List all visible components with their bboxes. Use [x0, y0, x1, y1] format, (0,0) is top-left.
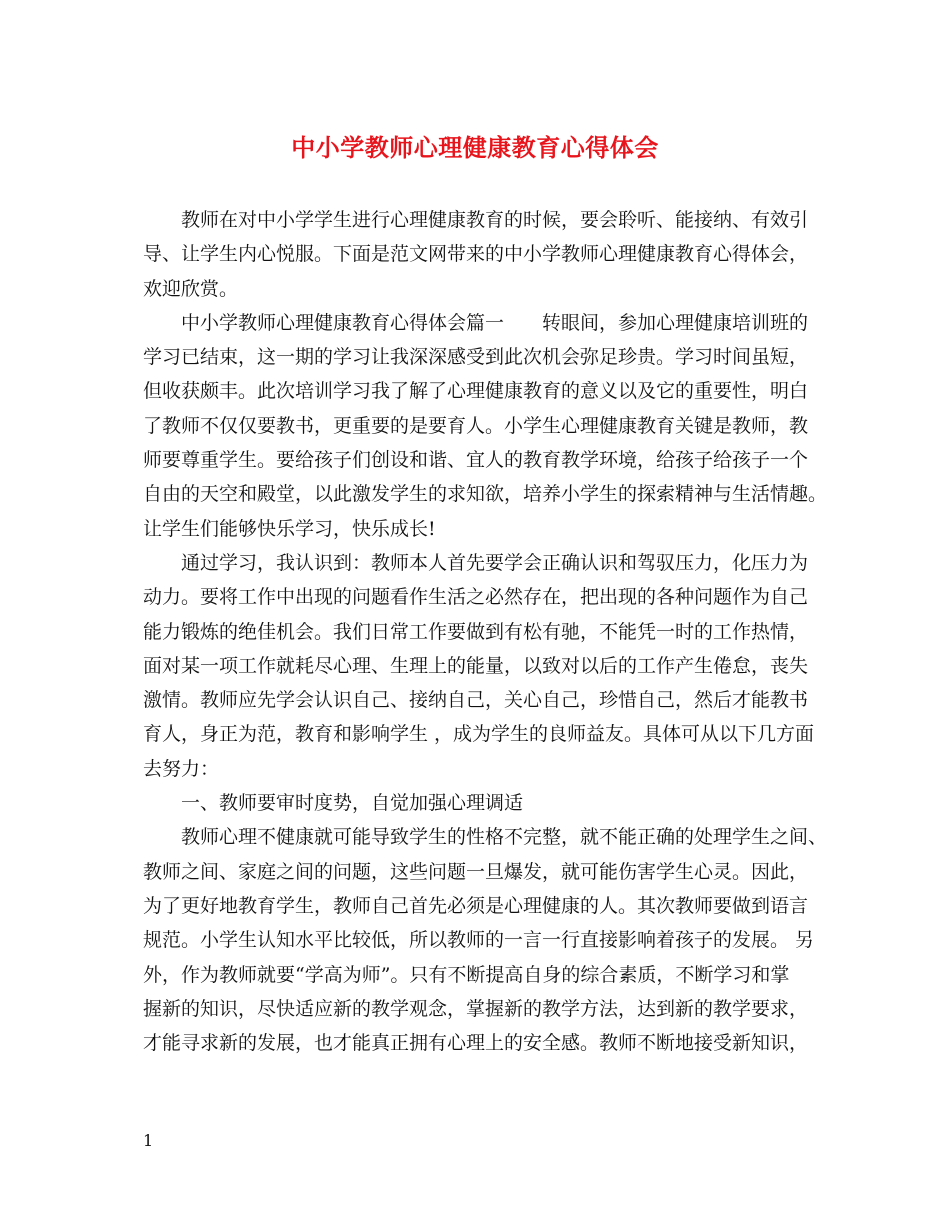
text-line: 为了更好地教育学生，教师自己首先必须是心理健康的人。其次教师要做到语言 [143, 894, 809, 917]
text-line: 握新的知识，尽快适应新的教学观念，掌握新的教学方法，达到新的教学要求， [143, 997, 809, 1020]
text-line: 育人，身正为范，教育和影响学生 ，成为学生的良师益友。具体可从以下几方面 [143, 723, 815, 746]
text-line: 才能寻求新的发展，也才能真正拥有心理上的安全感。教师不断地接受新知识， [143, 1032, 809, 1055]
text-line: 动力。要将工作中出现的问题看作生活之必然存在，把出现的各种问题作为自己 [143, 586, 809, 609]
page-number: 1 [143, 1131, 154, 1150]
text-line: 学习已结束，这一期的学习让我深深感受到此次机会弥足珍贵。学习时间虽短， [143, 346, 809, 369]
text-line: 去努力： [143, 757, 220, 780]
text-line: 让学生们能够快乐学习，快乐成长! [143, 517, 436, 540]
document-title: 中小学教师心理健康教育心得体会 [291, 133, 659, 162]
text-line: 师要尊重学生。要给孩子们创设和谐、宜人的教育教学环境，给孩子给孩子一个 [143, 449, 809, 472]
text-line: 教师在对中小学学生进行心理健康教育的时候，要会聆听、能接纳、有效引 [181, 209, 809, 231]
text-line: 通过学习，我认识到：教师本人首先要学会正确认识和驾驭压力，化压力为 [181, 551, 809, 574]
text-line: 外，作为教师就要“学高为师”。只有不断提高自身的综合素质，不断学习和掌 [143, 963, 790, 986]
text-line: 面对某一项工作就耗尽心理、生理上的能量，以致对以后的工作产生倦怠，丧失 [143, 654, 809, 677]
text-line: 了教师不仅仅要教书，更重要的是要育人。小学生心理健康教育关键是教师，教 [143, 414, 809, 437]
text-line: 欢迎欣赏。 [143, 277, 239, 300]
document-body [143, 203, 827, 1060]
text-line: 中小学教师心理健康教育心得体会篇一 转眼间，参加心理健康培训班的 [181, 311, 809, 334]
text-line: 导、让学生内心悦服。下面是范文网带来的中小学教师心理健康教育心得体会， [143, 243, 809, 266]
text-line: 教师心理不健康就可能导致学生的性格不完整，就不能正确的处理学生之间、 [181, 826, 827, 849]
text-line: 能力锻炼的绝佳机会。我们日常工作要做到有松有驰，不能凭一时的工作热情， [143, 620, 809, 643]
text-line: 自由的天空和殿堂，以此激发学生的求知欲，培养小学生的探索精神与生活情趣。 [143, 483, 827, 506]
text-line: 规范。小学生认知水平比较低，所以教师的一言一行直接影响着孩子的发展。 另 [143, 929, 815, 952]
text-line: 激情。教师应先学会认识自己、接纳自己，关心自己，珍惜自己，然后才能教书 [143, 689, 809, 712]
text-line: 一、教师要审时度势，自觉加强心理调适 [181, 792, 524, 815]
text-line: 教师之间、家庭之间的问题，这些问题一旦爆发，就可能伤害学生心灵。因此， [143, 860, 809, 883]
text-line: 但收获颇丰。此次培训学习我了解了心理健康教育的意义以及它的重要性，明白 [143, 380, 809, 403]
